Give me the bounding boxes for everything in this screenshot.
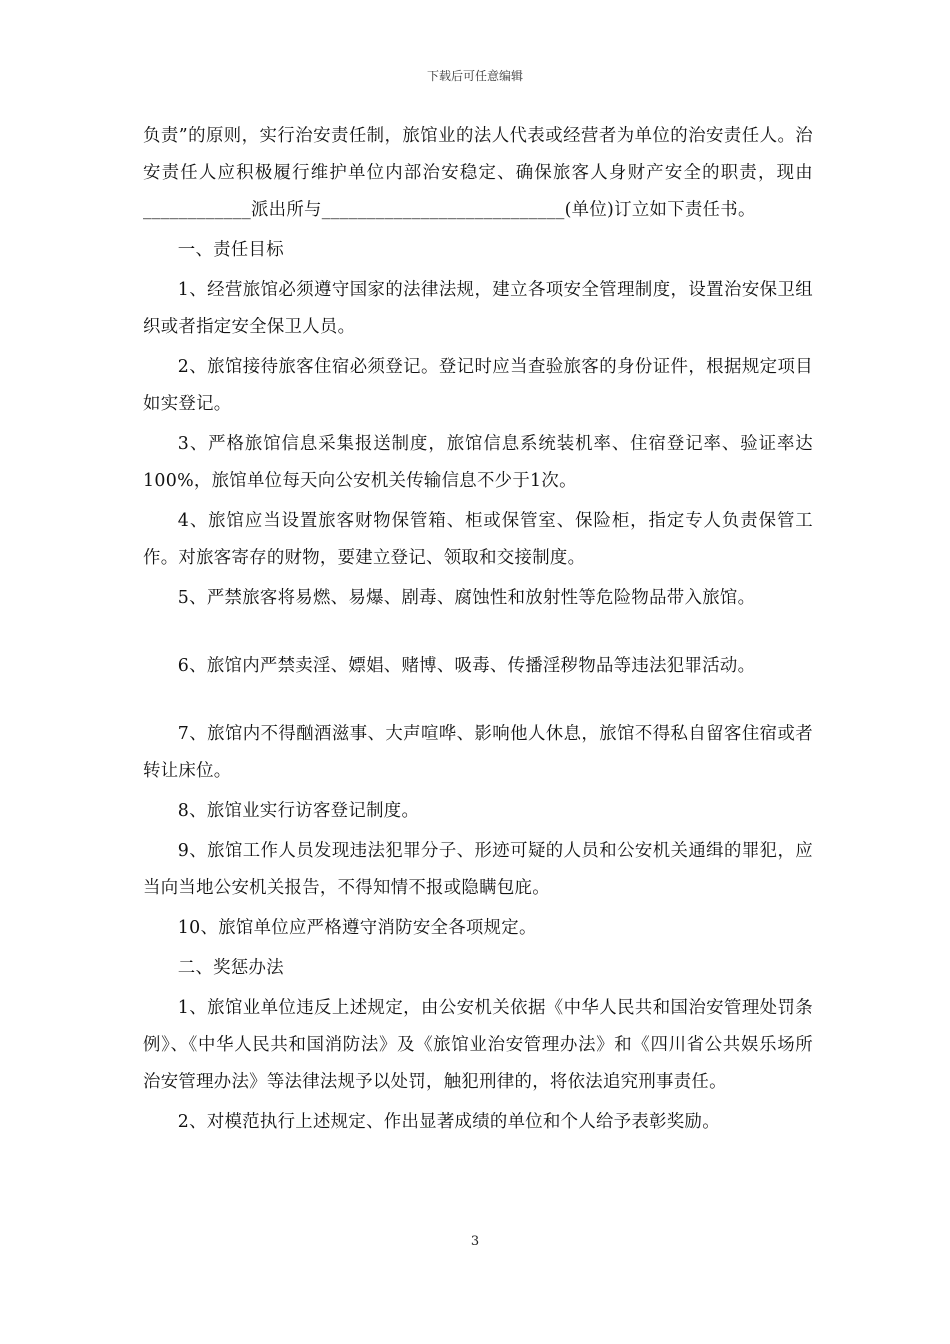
page-number: 3: [470, 1234, 480, 1249]
paragraph-goal-1: 1、经营旅馆必须遵守国家的法律法规，建立各项安全管理制度，设置治安保卫组织或者指定安全保卫人员。: [143, 280, 813, 337]
section-heading-goals: 一、责任目标: [177, 240, 284, 260]
page-header: 下载后可任意编辑: [426, 69, 523, 83]
paragraph-goal-3: 3、严格旅馆信息采集报送制度，旅馆信息系统装机率、住宿登记率、验证率达100%，旅馆单位每天向公安机关传输信息不少于1次。: [143, 434, 813, 491]
paragraph-reward-2: 2、对模范执行上述规定、作出显著成绩的单位和个人给予表彰奖励。: [177, 1112, 720, 1132]
paragraph-reward-1: 1、旅馆业单位违反上述规定，由公安机关依据《中华人民共和国治安管理处罚条例》、《中华人民共和国消防法》及《旅馆业治安管理办法》和《四川省公共娱乐场所治安管理办法》等法律法规予以处罚，触犯刑律的，将依法追究刑事责任。: [143, 998, 813, 1092]
paragraph-goal-6: 6、旅馆内严禁卖淫、嫖娼、赌博、吸毒、传播淫秽物品等违法犯罪活动。: [177, 656, 756, 676]
paragraph-goal-7: 7、旅馆内不得酗酒滋事、大声喧哗、影响他人休息，旅馆不得私自留客住宿或者转让床位。: [143, 724, 813, 781]
paragraph-goal-9: 9、旅馆工作人员发现违法犯罪分子、形迹可疑的人员和公安机关通缉的罪犯，应当向当地公安机关报告，不得知情不报或隐瞒包庇。: [143, 841, 813, 898]
paragraph-goal-2: 2、旅馆接待旅客住宿必须登记。登记时应当查验旅客的身份证件，根据规定项目如实登记。: [143, 357, 813, 414]
paragraph-intro-continued: 负责”的原则，实行治安责任制，旅馆业的法人代表或经营者为单位的治安责任人。治安责任人应积极履行维护单位内部治安稳定、确保旅客人身财产安全的职责，现由____________派出所与___________________________(单位)订立如下责任书。: [143, 126, 813, 220]
paragraph-goal-4: 4、旅馆应当设置旅客财物保管箱、柜或保管室、保险柜，指定专人负责保管工作。对旅客寄存的财物，要建立登记、领取和交接制度。: [143, 511, 813, 568]
document-body: [143, 118, 813, 1144]
paragraph-goal-10: 10、旅馆单位应严格遵守消防安全各项规定。: [177, 918, 537, 938]
paragraph-goal-5: 5、严禁旅客将易燃、易爆、剧毒、腐蚀性和放射性等危险物品带入旅馆。: [177, 588, 756, 608]
section-heading-rewards: 二、奖惩办法: [177, 958, 284, 978]
paragraph-goal-8: 8、旅馆业实行访客登记制度。: [177, 801, 420, 821]
